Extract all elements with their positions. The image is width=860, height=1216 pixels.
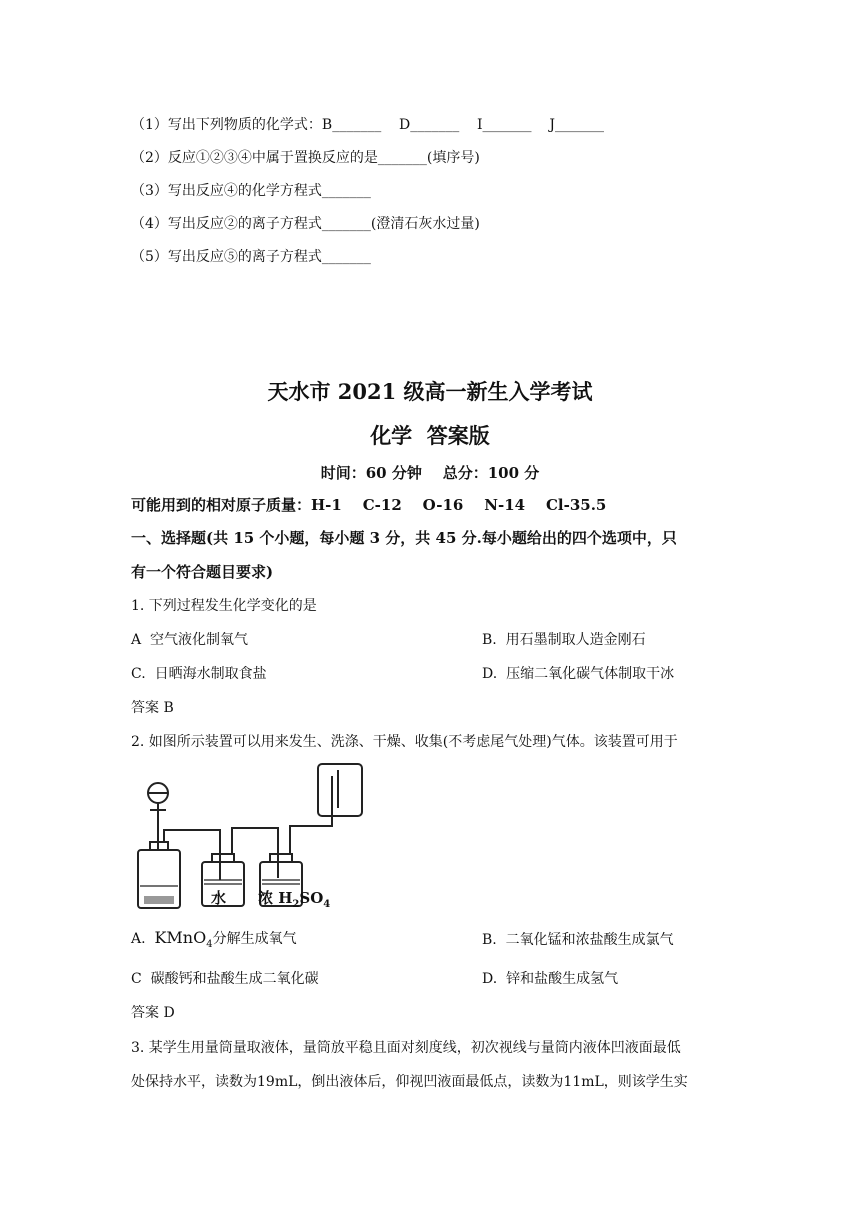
figure-label-acid: 浓 $H_2SO_4$	[258, 889, 331, 910]
q3-line2: 处保持水平，读数为19mL，倒出液体后，仰视凹液面最低点，读数为11mL，则该学生实	[131, 1074, 688, 1090]
atomic-masses: 可能用到的相对原子质量：H-1 C-12 O-16 N-14 Cl-35.5	[131, 496, 607, 514]
q1-stem: 1. 下列过程发生化学变化的是	[131, 598, 317, 614]
q2-option-c: C 碳酸钙和盐酸生成二氧化碳	[131, 971, 319, 987]
q1-option-c: C. 日晒海水制取食盐	[131, 666, 267, 682]
section-heading-line2: 有一个符合题目要求)	[131, 563, 274, 581]
q3-line1: 3. 某学生用量筒量取液体，量筒放平稳且面对刻度线，初次视线与量筒内液体凹液面最低	[131, 1040, 681, 1056]
q1-option-a: A 空气液化制氧气	[131, 632, 249, 648]
figure-label-water: 水	[211, 889, 227, 907]
prev-question-5: （5）写出反应⑤的离子方程式_______	[131, 249, 371, 265]
gas-apparatus-figure	[128, 762, 368, 910]
prev-question-4: （4）写出反应②的离子方程式_______(澄清石灰水过量)	[131, 216, 480, 232]
q2-stem: 2. 如图所示装置可以用来发生、洗涤、干燥、收集(不考虑尾气处理)气体。该装置可用于	[131, 734, 678, 750]
prev-question-3: （3）写出反应④的化学方程式_______	[131, 183, 371, 199]
q1-answer: 答案 B	[131, 700, 174, 716]
flask-label-smudge	[144, 896, 174, 904]
prev-question-2: （2）反应①②③④中属于置换反应的是_______(填序号)	[131, 150, 480, 166]
q1-option-d: D. 压缩二氧化碳气体制取干冰	[482, 666, 675, 682]
exam-time-info: 时间：60 分钟 总分：100 分	[320, 464, 540, 482]
q2-answer: 答案 D	[131, 1005, 175, 1021]
collection-jar	[318, 764, 362, 816]
q2-option-b: B. 二氧化锰和浓盐酸生成氯气	[482, 932, 674, 948]
exam-title: 天水市 2021 级高一新生入学考试	[267, 379, 593, 404]
q1-option-b: B. 用石墨制取人造金刚石	[482, 632, 646, 648]
exam-subtitle: 化学 答案版	[370, 423, 490, 448]
q2-option-a: A. KMnO$_4$分解生成氧气	[131, 928, 297, 950]
q2-option-d: D. 锌和盐酸生成氢气	[482, 971, 619, 987]
section-heading-line1: 一、选择题(共 15 个小题，每小题 3 分，共 45 分.每小题给出的四个选项中，只	[131, 529, 677, 547]
prev-question-1: （1）写出下列物质的化学式：B_______ D_______ I_______ J_______	[131, 117, 604, 133]
